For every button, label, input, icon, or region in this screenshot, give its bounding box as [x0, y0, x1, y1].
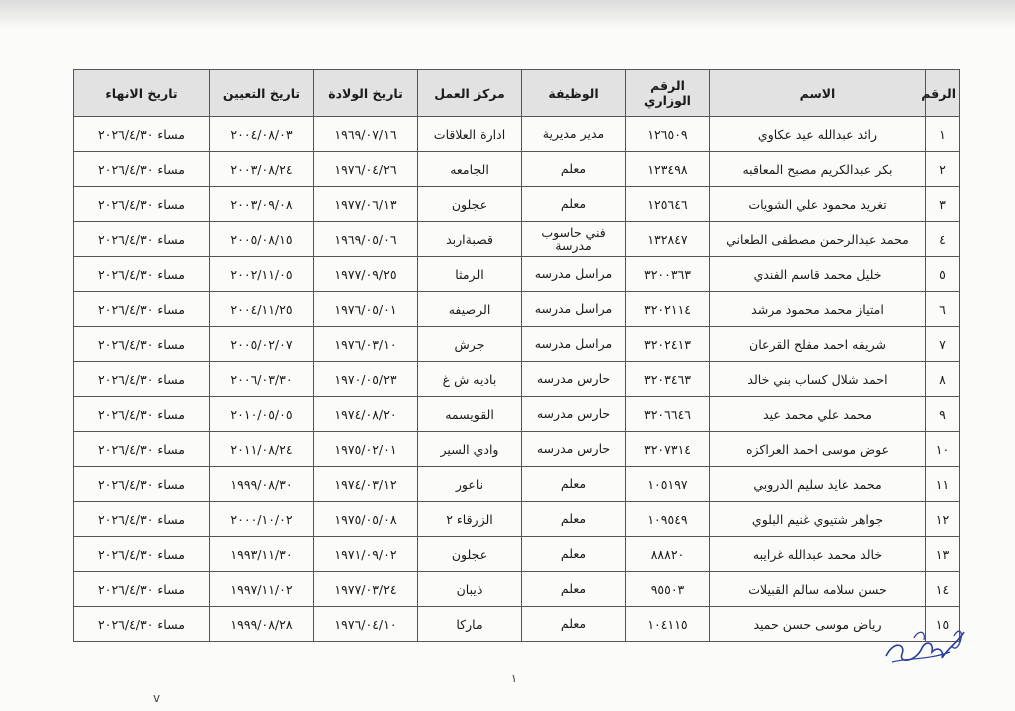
cell-num: ٧ — [926, 327, 960, 362]
cell-name: حسن سلامه سالم القبيلات — [710, 572, 926, 607]
cell-birth-date: ١٩٧٤/٠٨/٢٠ — [314, 397, 418, 432]
cell-ministry-no: ١٣٢٨٤٧ — [626, 222, 710, 257]
cell-appoint-date: ٢٠٠٢/١١/٠٥ — [210, 257, 314, 292]
cell-appoint-date: ٢٠١٠/٠٥/٠٥ — [210, 397, 314, 432]
cell-name: رياض موسى حسن حميد — [710, 607, 926, 642]
header-job: الوظيفة — [522, 70, 626, 117]
cell-job: معلم — [522, 607, 626, 642]
cell-num: ١٢ — [926, 502, 960, 537]
scan-shadow — [0, 0, 1015, 30]
cell-birth-date: ١٩٧٠/٠٥/٢٣ — [314, 362, 418, 397]
table-row — [74, 537, 960, 572]
cell-ministry-no: ٣٢٠٣٤٦٣ — [626, 362, 710, 397]
cell-ministry-no: ٣٢٠٠٣٦٣ — [626, 257, 710, 292]
cell-workplace: عجلون — [418, 537, 522, 572]
cell-job: حارس مدرسه — [522, 397, 626, 432]
signature — [878, 620, 968, 670]
cell-ministry-no: ٩٥٥٠٣ — [626, 572, 710, 607]
cell-end-date: مساء ٢٠٢٦/٤/٣٠ — [74, 222, 210, 257]
cell-num: ١١ — [926, 467, 960, 502]
table-row — [74, 467, 960, 502]
cell-ministry-no: ٨٨٨٢٠ — [626, 537, 710, 572]
cell-name: عوض موسى احمد العراكزه — [710, 432, 926, 467]
cell-name: بكر عبدالكريم مصبح المعاقبه — [710, 152, 926, 187]
cell-ministry-no: ٣٢٠٦٦٤٦ — [626, 397, 710, 432]
cell-workplace: عجلون — [418, 187, 522, 222]
cell-appoint-date: ١٩٩٣/١١/٣٠ — [210, 537, 314, 572]
cell-job: معلم — [522, 152, 626, 187]
cell-job: معلم — [522, 537, 626, 572]
cell-name: رائد عبدالله عيد عكاوي — [710, 117, 926, 152]
cell-appoint-date: ٢٠٠٠/١٠/٠٢ — [210, 502, 314, 537]
cell-job: معلم — [522, 502, 626, 537]
cell-birth-date: ١٩٧٧/٠٦/١٣ — [314, 187, 418, 222]
cell-job: معلم — [522, 187, 626, 222]
cell-appoint-date: ٢٠٠٣/٠٨/٢٤ — [210, 152, 314, 187]
table-row — [74, 362, 960, 397]
cell-num: ٣ — [926, 187, 960, 222]
cell-end-date: مساء ٢٠٢٦/٤/٣٠ — [74, 152, 210, 187]
cell-appoint-date: ١٩٩٧/١١/٠٢ — [210, 572, 314, 607]
cell-appoint-date: ٢٠٠٤/٠٨/٠٣ — [210, 117, 314, 152]
cell-end-date: مساء ٢٠٢٦/٤/٣٠ — [74, 257, 210, 292]
page-number: ١ — [511, 672, 517, 685]
table-row — [74, 292, 960, 327]
employee-table — [73, 69, 960, 642]
cell-num: ٨ — [926, 362, 960, 397]
cell-num: ٦ — [926, 292, 960, 327]
cell-birth-date: ١٩٧٦/٠٥/٠١ — [314, 292, 418, 327]
cell-birth-date: ١٩٧٦/٠٣/١٠ — [314, 327, 418, 362]
cell-birth-date: ١٩٧٧/٠٣/٢٤ — [314, 572, 418, 607]
cell-birth-date: ١٩٧٥/٠٥/٠٨ — [314, 502, 418, 537]
cell-birth-date: ١٩٧٧/٠٩/٢٥ — [314, 257, 418, 292]
cell-workplace: الزرقاء ٢ — [418, 502, 522, 537]
cell-name: خالد محمد عبدالله غرايبه — [710, 537, 926, 572]
cell-appoint-date: ١٩٩٩/٠٨/٢٨ — [210, 607, 314, 642]
table-row — [74, 117, 960, 152]
cell-birth-date: ١٩٧٥/٠٢/٠١ — [314, 432, 418, 467]
cell-end-date: مساء ٢٠٢٦/٤/٣٠ — [74, 187, 210, 222]
cell-workplace: قصبةاربد — [418, 222, 522, 257]
cell-birth-date: ١٩٦٩/٠٧/١٦ — [314, 117, 418, 152]
cell-end-date: مساء ٢٠٢٦/٤/٣٠ — [74, 537, 210, 572]
table-row — [74, 572, 960, 607]
cell-job: معلم — [522, 467, 626, 502]
cell-workplace: القويسمه — [418, 397, 522, 432]
header-end-date: تاريخ الانهاء — [74, 70, 210, 117]
cell-job: مراسل مدرسه — [522, 327, 626, 362]
cell-workplace: جرش — [418, 327, 522, 362]
table-row — [74, 502, 960, 537]
cell-ministry-no: ١٢٦٥٠٩ — [626, 117, 710, 152]
cell-birth-date: ١٩٧٦/٠٤/١٠ — [314, 607, 418, 642]
cell-ministry-no: ٣٢٠٧٣١٤ — [626, 432, 710, 467]
cell-end-date: مساء ٢٠٢٦/٤/٣٠ — [74, 292, 210, 327]
cell-job: مراسل مدرسه — [522, 257, 626, 292]
cell-name: محمد علي محمد عيد — [710, 397, 926, 432]
table-row — [74, 327, 960, 362]
cell-ministry-no: ١٠٥١٩٧ — [626, 467, 710, 502]
header-name: الاسم — [710, 70, 926, 117]
cell-workplace: الجامعه — [418, 152, 522, 187]
cell-name: امتياز محمد محمود مرشد — [710, 292, 926, 327]
cell-appoint-date: ٢٠٠٥/٠٨/١٥ — [210, 222, 314, 257]
cell-job: مراسل مدرسه — [522, 292, 626, 327]
cell-ministry-no: ١٢٥٦٤٦ — [626, 187, 710, 222]
cell-end-date: مساء ٢٠٢٦/٤/٣٠ — [74, 572, 210, 607]
cell-end-date: مساء ٢٠٢٦/٤/٣٠ — [74, 467, 210, 502]
cell-job: حارس مدرسه — [522, 362, 626, 397]
header-workplace: مركز العمل — [418, 70, 522, 117]
table-row — [74, 152, 960, 187]
cell-name: شريفه احمد مفلح القرعان — [710, 327, 926, 362]
cell-birth-date: ١٩٧١/٠٩/٠٢ — [314, 537, 418, 572]
cell-workplace: الرصيفه — [418, 292, 522, 327]
cell-num: ٥ — [926, 257, 960, 292]
cell-workplace: الرمثا — [418, 257, 522, 292]
cell-name: محمد عايد سليم الدروبي — [710, 467, 926, 502]
cell-end-date: مساء ٢٠٢٦/٤/٣٠ — [74, 117, 210, 152]
cell-appoint-date: ٢٠٠٥/٠٢/٠٧ — [210, 327, 314, 362]
cell-appoint-date: ٢٠٠٤/١١/٢٥ — [210, 292, 314, 327]
cell-ministry-no: ٣٢٠٢٤١٣ — [626, 327, 710, 362]
table-row — [74, 607, 960, 642]
header-num: الرقم — [926, 70, 960, 117]
cell-ministry-no: ١٢٣٤٩٨ — [626, 152, 710, 187]
cell-ministry-no: ١٠٤١١٥ — [626, 607, 710, 642]
table-row — [74, 397, 960, 432]
cell-appoint-date: ٢٠١١/٠٨/٢٤ — [210, 432, 314, 467]
cell-workplace: ادارة العلاقات — [418, 117, 522, 152]
cell-end-date: مساء ٢٠٢٦/٤/٣٠ — [74, 362, 210, 397]
cell-end-date: مساء ٢٠٢٦/٤/٣٠ — [74, 397, 210, 432]
cell-name: جواهر شتيوي غنيم البلوي — [710, 502, 926, 537]
table-row — [74, 222, 960, 257]
cell-workplace: باديه ش غ — [418, 362, 522, 397]
cell-birth-date: ١٩٦٩/٠٥/٠٦ — [314, 222, 418, 257]
header-birth-date: تاريخ الولادة — [314, 70, 418, 117]
cell-appoint-date: ٢٠٠٣/٠٩/٠٨ — [210, 187, 314, 222]
cell-name: خليل محمد قاسم الفندي — [710, 257, 926, 292]
table-row — [74, 187, 960, 222]
cell-num: ١٠ — [926, 432, 960, 467]
header-appoint-date: تاريخ التعيين — [210, 70, 314, 117]
cell-num: ٤ — [926, 222, 960, 257]
cell-workplace: ناعور — [418, 467, 522, 502]
cell-num: ١٣ — [926, 537, 960, 572]
cell-appoint-date: ٢٠٠٦/٠٣/٣٠ — [210, 362, 314, 397]
table-row — [74, 257, 960, 292]
cell-num: ١ — [926, 117, 960, 152]
cell-workplace: ذيبان — [418, 572, 522, 607]
cell-appoint-date: ١٩٩٩/٠٨/٣٠ — [210, 467, 314, 502]
cell-birth-date: ١٩٧٤/٠٣/١٢ — [314, 467, 418, 502]
cell-end-date: مساء ٢٠٢٦/٤/٣٠ — [74, 502, 210, 537]
cell-job: مدير مديرية — [522, 117, 626, 152]
cell-name: تغريد محمود علي الشويات — [710, 187, 926, 222]
cell-name: محمد عبدالرحمن مصطفى الطعاني — [710, 222, 926, 257]
cell-birth-date: ١٩٧٦/٠٤/٢٦ — [314, 152, 418, 187]
corner-mark: v — [153, 691, 161, 705]
header-ministry-no: الرقم الوزاري — [626, 70, 710, 117]
cell-workplace: وادي السير — [418, 432, 522, 467]
cell-job: حارس مدرسه — [522, 432, 626, 467]
cell-ministry-no: ١٠٩٥٤٩ — [626, 502, 710, 537]
cell-job: معلم — [522, 572, 626, 607]
table-row — [74, 432, 960, 467]
cell-job: فني حاسوب مدرسة — [522, 222, 626, 257]
cell-workplace: ماركا — [418, 607, 522, 642]
cell-num: ١٤ — [926, 572, 960, 607]
cell-num: ٩ — [926, 397, 960, 432]
cell-name: احمد شلال كساب بني خالد — [710, 362, 926, 397]
cell-num: ١٥ — [926, 607, 960, 642]
cell-ministry-no: ٣٢٠٢١١٤ — [626, 292, 710, 327]
cell-num: ٢ — [926, 152, 960, 187]
header-row — [74, 70, 960, 117]
cell-end-date: مساء ٢٠٢٦/٤/٣٠ — [74, 327, 210, 362]
cell-end-date: مساء ٢٠٢٦/٤/٣٠ — [74, 432, 210, 467]
cell-end-date: مساء ٢٠٢٦/٤/٣٠ — [74, 607, 210, 642]
